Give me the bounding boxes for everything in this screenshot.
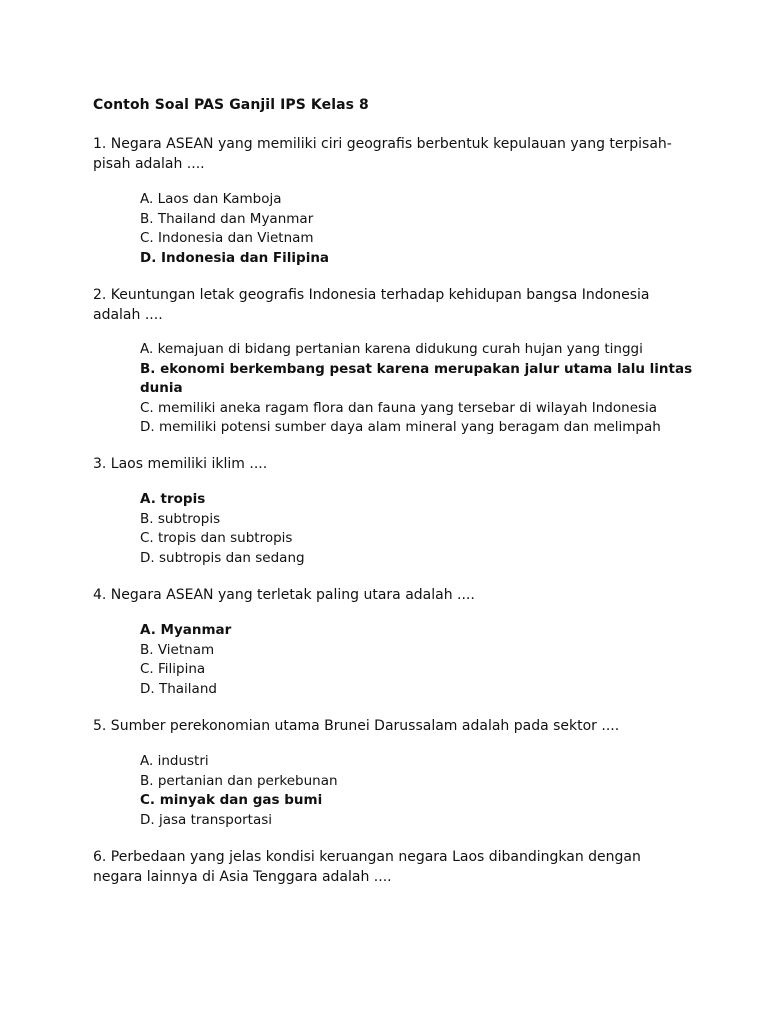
question-6-text: 6. Perbedaan yang jelas kondisi keruangan negara Laos dibandingkan dengan negara lainnya di Asia Tenggara adalah .... xyxy=(93,849,641,885)
option-4-b: B. Vietnam xyxy=(140,641,215,658)
question-3-options xyxy=(140,490,700,568)
option-1-d-answer: D. Indonesia dan Filipina xyxy=(140,249,330,266)
question-4-options xyxy=(140,621,700,699)
option-2-a: A. kemajuan di bidang pertanian karena didukung curah hujan yang tinggi xyxy=(140,341,643,357)
option-5-d: D. jasa transportasi xyxy=(140,811,273,828)
option-1-a: A. Laos dan Kamboja xyxy=(140,191,282,207)
question-1-options xyxy=(140,190,700,268)
option-3-b: B. subtropis xyxy=(140,510,221,527)
question-2-text: 2. Keuntungan letak geografis Indonesia terhadap kehidupan bangsa Indonesia adalah .... xyxy=(93,287,650,323)
option-1-c: C. Indonesia dan Vietnam xyxy=(140,230,314,246)
option-3-d: D. subtropis dan sedang xyxy=(140,549,305,566)
document-title: Contoh Soal PAS Ganjil IPS Kelas 8 xyxy=(93,97,369,113)
option-2-c: C. memiliki aneka ragam flora dan fauna yang tersebar di wilayah Indonesia xyxy=(140,399,658,416)
question-3-text: 3. Laos memiliki iklim .... xyxy=(93,456,268,472)
option-5-a: A. industri xyxy=(140,753,209,769)
option-4-c: C. Filipina xyxy=(140,661,206,677)
question-5-text: 5. Sumber perekonomian utama Brunei Darussalam adalah pada sektor .... xyxy=(93,718,620,734)
option-4-d: D. Thailand xyxy=(140,680,217,697)
option-1-b: B. Thailand dan Myanmar xyxy=(140,210,314,227)
option-5-b: B. pertanian dan perkebunan xyxy=(140,772,338,789)
question-1-text: 1. Negara ASEAN yang memiliki ciri geografis berbentuk kepulauan yang terpisah-pisah adalah .... xyxy=(93,136,672,172)
option-2-d: D. memiliki potensi sumber daya alam mineral yang beragam dan melimpah xyxy=(140,419,661,435)
option-2-b-answer: B. ekonomi berkembang pesat karena merupakan jalur utama lalu lintas dunia xyxy=(140,360,693,396)
question-5-options xyxy=(140,752,700,830)
question-4-text: 4. Negara ASEAN yang terletak paling utara adalah .... xyxy=(93,587,475,603)
option-5-c-answer: C. minyak dan gas bumi xyxy=(140,792,323,808)
question-2-options xyxy=(140,340,700,438)
option-3-c: C. tropis dan subtropis xyxy=(140,530,293,546)
option-4-a-answer: A. Myanmar xyxy=(140,622,232,638)
option-3-a-answer: A. tropis xyxy=(140,491,206,507)
